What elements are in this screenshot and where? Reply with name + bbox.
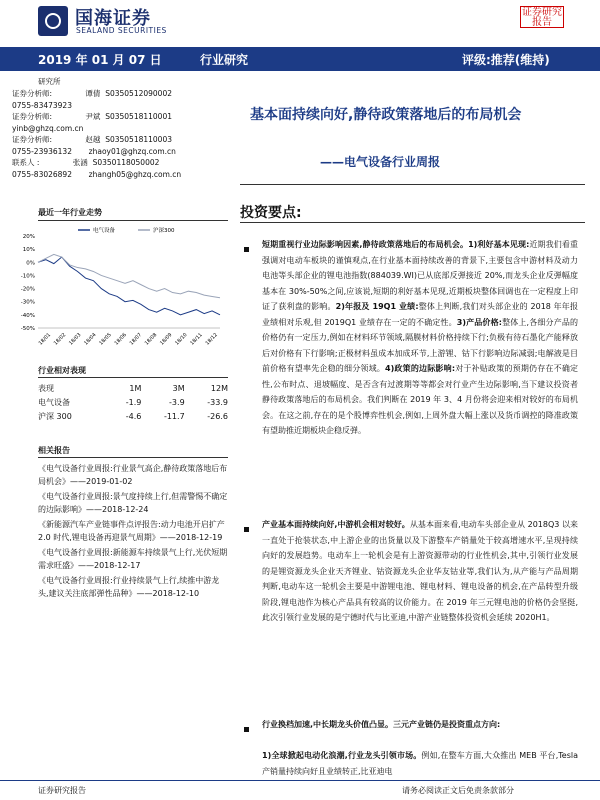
- title-divider: [240, 184, 585, 185]
- table-row: [38, 395, 228, 409]
- x-tick-label: 18/03: [67, 332, 83, 347]
- related-list: [38, 462, 228, 600]
- table-row: [38, 409, 228, 423]
- trend-divider: [38, 220, 228, 221]
- series-line: [38, 257, 220, 315]
- trend-chart: [8, 222, 228, 364]
- x-tick-label: 18/05: [98, 332, 113, 347]
- report-category: 行业研究: [200, 53, 249, 67]
- perf-table: [38, 381, 228, 423]
- table-header: 3M: [172, 383, 185, 393]
- legend-label: 电气设备: [93, 228, 116, 234]
- footer-divider: [0, 780, 600, 781]
- footer-left: 证券研究报告: [38, 786, 86, 795]
- y-tick-label: 0%: [26, 260, 35, 267]
- table-header: 12M: [210, 383, 228, 393]
- analyst-contact: 0755-83026892 zhangh05@ghzq.com.cn: [12, 169, 182, 179]
- y-tick-label: -50%: [20, 326, 35, 332]
- y-tick-label: 20%: [22, 234, 35, 240]
- table-cell: -4.6: [125, 411, 142, 421]
- y-tick-label: -10%: [20, 273, 35, 280]
- x-tick-label: 18/12: [204, 332, 219, 347]
- report-stamp: 证券研究报告: [522, 7, 562, 28]
- paragraph-2: 产业基本面持续向好,中游机会相对较好。从基本面来看,电动车头部企业从 2018Q3 以来一直处于抢装状态,中上游企业的出货量以及下游整车产销量处于较高增速水平,呈现持续向好的发展趋势。电动车上一轮机会是有上游资源带动的行业性机会,其中,引领行业发展的是锂资源龙头企业天齐锂业、钴资源龙头企业华友钴业等,我们认为,从产能与产品周期判断,电动车这一轮机会主要是中游锂电池、锂电材料、锂电设备的机会,在产品转型升级阶段,锂电池作为核心产品具有较高的议价能力。在 2019 年三元锂电池的价格仍会坚挺,此次引领行业发展的是宁德时代与比亚迪,中游产业链整体投资机会延续 2020H1。: [262, 520, 579, 622]
- analyst-row: 证券分析师: 尹斌 S0350518110001: [12, 112, 172, 121]
- bullet: [244, 727, 249, 732]
- key-divider: [240, 222, 585, 223]
- y-tick-label: -20%: [20, 286, 35, 293]
- perf-heading: 行业相对表现: [38, 366, 86, 375]
- analyst-heading: 研究所: [38, 77, 61, 86]
- table-cell: -1.9: [125, 397, 142, 407]
- analyst-contact: 0755-23936132 zhaoy01@ghzq.com.cn: [12, 146, 176, 156]
- top-bar: [0, 47, 600, 71]
- key-points-heading: 投资要点:: [240, 205, 302, 221]
- x-tick-label: 18/08: [143, 332, 159, 347]
- table-cell: 沪深 300: [38, 411, 72, 421]
- table-header: 1M: [129, 383, 142, 393]
- related-report-link[interactable]: 《电气设备行业周报:景气度持续上行,但需警惕不确定的边际影响》——2018-12-24: [38, 492, 228, 514]
- x-tick-label: 18/11: [189, 332, 204, 347]
- x-tick-label: 18/09: [158, 332, 174, 347]
- logo-text: 国海证券: [75, 8, 151, 29]
- report-date: 2019 年 01 月 07 日: [38, 53, 162, 67]
- table-header: 表现: [38, 383, 54, 393]
- paragraph-3: 1)全球掀起电动化浪潮,行业龙头引领市场。例如,在整车方面,大众推出 MEB 平台,Tesla 产销量持续向好且业绩转正,比亚迪电: [262, 751, 578, 776]
- x-tick-label: 18/02: [52, 332, 68, 347]
- related-report-link[interactable]: 《电气设备行业周报:行业持续景气上行,续推中游龙头,建议关注底部弹性品种》——2018-12-10: [38, 576, 220, 598]
- table-cell: -33.9: [207, 397, 228, 407]
- report-subtitle: ——电气设备行业周报: [320, 155, 441, 169]
- x-tick-label: 18/01: [37, 332, 53, 347]
- analyst-row: 证券分析师: 谭倩 S0350512090002: [12, 89, 172, 98]
- analyst-row: 联系人 : 张涵 S0350118050002: [12, 158, 160, 167]
- logo-mark: [38, 6, 68, 36]
- paragraph-1: 短期重视行业边际影响因素,静待政策落地后的布局机会。1)利好基本见现:近期我们看重强调对电动车板块的谨慎观点,在行业基本面持续改善的背景下,主要包含中游材料及动力电池等头部企业的锂电池指数(884039.WI)已从底部反弹接近 20%,而龙头企业反弹幅度基本在 30%-50%之间,应该说,短期的利好基本见现,近期板块整体回调也在一定程度上印证了获利盘的影响。2)年报及 19Q1 业绩:整体上判断,我们对头部企业的 2018 年年报业绩相对乐观,但 2019Q1 业绩存在一定的不确定性。3)产品价格:整体上,各细分产品的价格仍有一定压力,例如在材料环节领域,隔膜材料价格持续下行;负极有待石墨化产能释放后对价格有下行影响;正极材料虽成本加成环节,上游锂、钴下行影响边际减弱;电解液是目前价格有望率先企稳的细分领域。4)政策的边际影响:对于补贴政策的预期仍存在不确定性,公布时点、退坡幅度、是否含有过渡期等等都会对行业产生边际影响,当下建议投资者静待政策落地后的布局机会。我们判断在 2019 年 3、4 月份将会迎来相对较好的布局机会。在这之前,存在的是个股博弈性机会,例如,上周外盘大幅上涨以及货币调控的降准政策有望助推近期板块企稳反弹。: [262, 240, 579, 435]
- y-tick-label: 10%: [22, 247, 35, 254]
- table-cell: 电气设备: [38, 397, 70, 407]
- related-report-link[interactable]: 《电气设备行业周报:行业景气高企,静待政策落地后布局机会》——2019-01-02: [38, 464, 228, 486]
- table-cell: -11.7: [163, 411, 185, 421]
- y-tick-label: -30%: [20, 299, 35, 306]
- bullet: [244, 247, 249, 252]
- table-cell: -26.6: [207, 411, 228, 421]
- legend-label: 沪深300: [153, 228, 175, 234]
- x-tick-label: 18/07: [128, 332, 144, 347]
- trend-heading: 最近一年行业走势: [38, 208, 102, 217]
- table-header-row: [38, 381, 228, 395]
- paragraph-3-heading: 行业换档加速,中长期龙头价值凸显。三元产业链仍是投资重点方向:: [262, 720, 501, 729]
- x-tick-label: 18/04: [83, 332, 98, 347]
- footer-disclaimer: 请务必阅读正文后免责条款部分: [402, 786, 514, 795]
- x-tick-label: 18/06: [113, 332, 128, 347]
- x-tick-label: 18/10: [174, 332, 189, 347]
- related-heading: 相关报告: [38, 446, 70, 455]
- related-report-link[interactable]: 《新能源汽车产业链事件点评报告:动力电池开启扩产 2.0 时代,锂电设备再迎景气周期》——2018-12-19: [38, 520, 225, 542]
- y-tick-label: -40%: [20, 312, 35, 319]
- analyst-contact: 0755-83473923: [12, 100, 72, 110]
- analyst-contact: yinb@ghzq.com.cn: [12, 123, 84, 133]
- report-rating: 评级:推荐(维持): [462, 53, 550, 67]
- bullet: [244, 527, 249, 532]
- logo-english: SEALAND SECURITIES: [76, 26, 167, 35]
- analyst-block: [12, 88, 232, 180]
- analyst-row: 证券分析师: 赵越 S0350518110003: [12, 135, 172, 144]
- table-cell: -3.9: [169, 397, 185, 407]
- series-line: [38, 254, 220, 297]
- related-report-link[interactable]: 《电气设备行业周报:新能源车持续景气上行,光伏短期需求旺盛》——2018-12-17: [38, 548, 228, 570]
- perf-divider: [38, 377, 228, 378]
- report-title: 基本面持续向好,静待政策落地后的布局机会: [250, 107, 522, 123]
- related-divider: [38, 457, 228, 458]
